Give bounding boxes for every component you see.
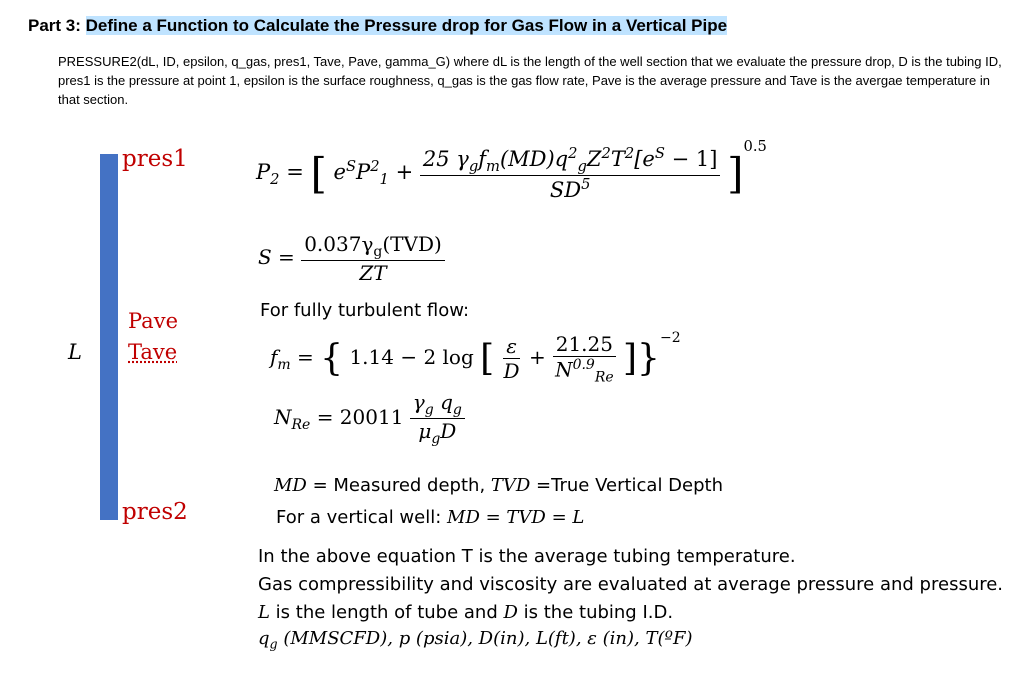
note-line-3: L is the length of tube and D is the tubing I.D. bbox=[258, 602, 674, 623]
note-line-2: Gas compressibility and viscosity are evaluated at average pressure and pressure. bbox=[258, 574, 1004, 595]
nre-equation: $N_{Re} = 20011$ $\frac{\gamma_g q_g}{\mu_gD}$ bbox=[274, 390, 465, 447]
tave-label: Tave bbox=[128, 340, 178, 364]
units-line: $q_g$ (MMSCFD), p (psia), D(in), L(ft), ε (in), T(ºF) bbox=[258, 628, 693, 652]
vertical-well-note: For a vertical well: MD = TVD = L bbox=[276, 507, 585, 528]
length-label: L bbox=[68, 340, 82, 364]
right-bracket: ] bbox=[727, 149, 744, 198]
fm-equation: $f_m$ = { 1.14 − 2 log [ $\frac{\varepsilon}{D}$ + $\frac{21.25}{N^{0.9}_{Re}}$ ]}$^{-2}$ bbox=[270, 330, 681, 386]
title-prefix: Part 3: bbox=[28, 16, 86, 35]
pres1-label: pres1 bbox=[122, 146, 188, 172]
pres2-label: pres2 bbox=[122, 499, 188, 525]
pipe-bar bbox=[100, 154, 118, 520]
function-description: PRESSURE2(dL, ID, epsilon, q_gas, pres1, Tave, Pave, gamma_G) where dL is the length of the well section that we evaluate the pressure drop, D is the tubing ID, pres1 is the pressure at point 1, epsilon is the surface roughness, q_gas is the gas flow rate, Pave is the average pressure and Tave is the avergae temperature in that section. bbox=[58, 54, 1002, 107]
p2-equation: $P_2$ = [ $e^SP^2_1$ + $\frac{25 \gamma_gf_m(MD)q^2_gZ^2T^2[e^S - 1]}{SD^5}$ ]$^{0.5}$ bbox=[256, 138, 767, 203]
s-equation: S = $\frac{0.037\gamma_g(TVD)}{ZT}$ bbox=[258, 232, 445, 285]
pave-label: Pave bbox=[128, 309, 178, 333]
page-title bbox=[28, 16, 727, 36]
title-highlight: Define a Function to Calculate the Pressure drop for Gas Flow in a Vertical Pipe bbox=[85, 16, 728, 35]
md-definition: MD = Measured depth, TVD =True Vertical Depth bbox=[274, 475, 724, 496]
note-line-1: In the above equation T is the average tubing temperature. bbox=[258, 546, 796, 567]
p2-fraction: $\frac{25 \gamma_gf_m(MD)q^2_gZ^2T^2[e^S - 1]}{SD^5}$ bbox=[420, 145, 721, 202]
turbulent-label: For fully turbulent flow: bbox=[260, 300, 470, 321]
left-bracket: [ bbox=[310, 149, 327, 198]
